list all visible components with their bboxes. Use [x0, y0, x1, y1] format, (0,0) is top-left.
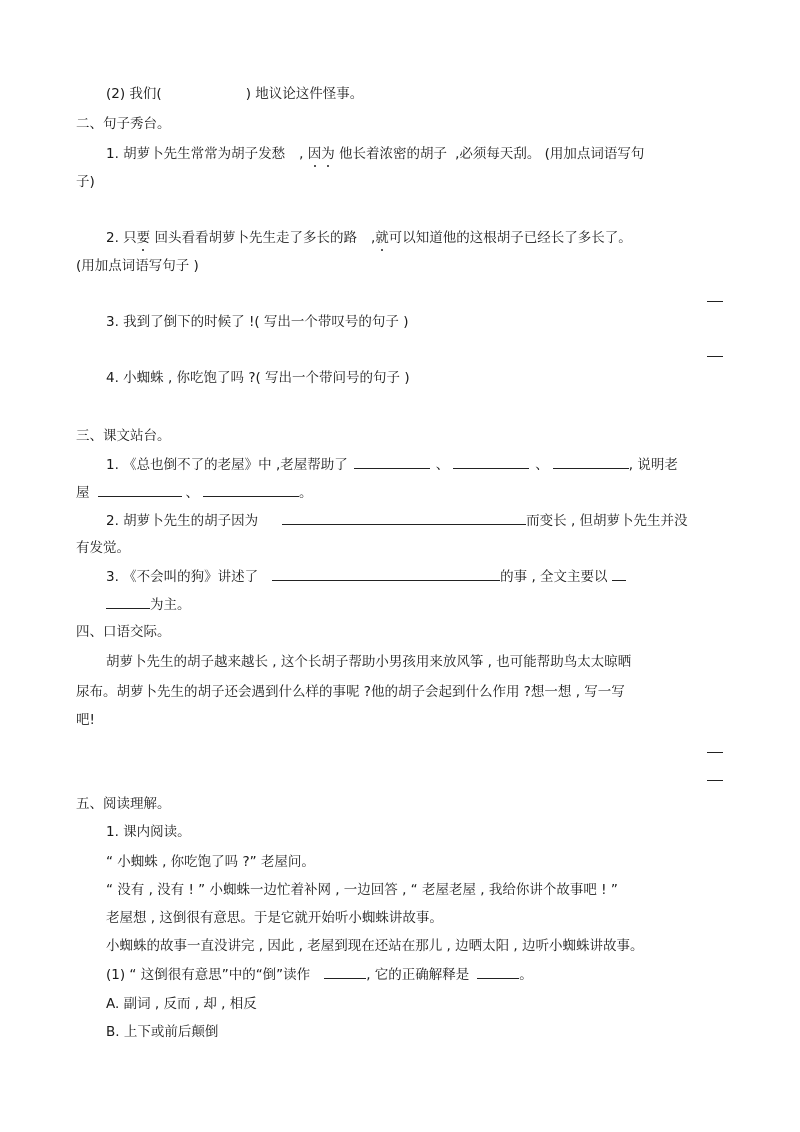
blank-3[interactable]: [553, 454, 629, 469]
s3-item2-text-a: 2. 胡萝卜先生的胡子因为: [106, 513, 259, 529]
section2-title: 二、句子秀台。: [76, 116, 171, 132]
s2-item2-text-d: 可以知道他的这根胡子已经长了多长了。: [388, 230, 632, 246]
s5-option-b: B. 上下或前后颠倒: [106, 1024, 219, 1040]
s3-item3-text-b: 的事 , 全文主要以: [500, 569, 608, 585]
s4-para-line2: 尿布。胡萝卜先生的胡子还会遇到什么样的事呢 ?他的胡子会起到什么作用 ?想一想 , 写一写: [76, 684, 625, 700]
s3-item3-line2: [106, 594, 191, 615]
sep-1: 、: [435, 457, 450, 473]
s3-item2-line1: [106, 510, 688, 531]
s2-item2-text-a: 2. 只: [106, 230, 137, 246]
s2-item2-line1: [106, 228, 632, 248]
sep-2: 、: [535, 457, 549, 473]
s5-q1-text-c: 。: [519, 967, 533, 983]
s2-item3: 3. 我到了倒下的时候了 !( 写出一个带叹号的句子 ): [106, 314, 409, 330]
dotted-char-yin: 因: [307, 146, 322, 162]
blank-8[interactable]: [612, 566, 626, 581]
q2-end: ) 地议论这件怪事。: [245, 86, 364, 102]
answer-line-3[interactable]: [707, 356, 723, 357]
s3-item1-text-c: 屋: [76, 485, 90, 501]
s5-line4: 小蜘蛛的故事一直没讲完 , 因此 , 老屋到现在还站在那儿 , 边晒太阳 , 边听小蜘蛛讲故事。: [106, 938, 644, 954]
s2-item2-comma: ,: [370, 230, 376, 246]
blank-7[interactable]: [272, 566, 500, 581]
section5-title: 五、阅读理解。: [76, 796, 171, 812]
s3-item3-text-a: 3. 《不会叫的狗》讲述了: [106, 569, 259, 585]
blank-2[interactable]: [453, 454, 529, 469]
s2-item1-line2: 子): [76, 174, 95, 190]
s3-item2-text-b: 而变长 , 但胡萝卜先生并没: [526, 513, 688, 529]
s3-item1-end: 。: [299, 485, 313, 501]
blank-6[interactable]: [282, 510, 526, 525]
s5-q1: [106, 964, 533, 985]
s2-item4: 4. 小蜘蛛 , 你吃饱了吗 ?( 写出一个带问号的句子 ): [106, 370, 410, 386]
blank-9[interactable]: [106, 594, 150, 609]
section3-title: 三、课文站台。: [76, 428, 171, 444]
s5-q1-text-b: , 它的正确解释是: [366, 967, 470, 983]
s2-item1-text-a: 1. 胡萝卜先生常常为胡子发愁: [106, 146, 286, 162]
s3-item1-text-b: , 说明老: [628, 457, 678, 473]
q2-line: [106, 84, 363, 104]
s3-item1-text-a: 1. 《总也倒不了的老屋》中 ,老屋帮助了: [106, 457, 348, 473]
s5-sub1: 1. 课内阅读。: [106, 824, 191, 840]
answer-line-4b[interactable]: [707, 780, 723, 781]
s3-item1-line1: [106, 454, 678, 475]
dotted-char-yao: 要: [136, 230, 151, 246]
s4-para-line1: 胡萝卜先生的胡子越来越长 , 这个长胡子帮助小男孩用来放风筝 , 也可能帮助鸟太太晾晒: [106, 654, 632, 670]
s3-item2-line2: 有发觉。: [76, 540, 130, 556]
s2-item1-line1: [106, 144, 644, 164]
blank-4[interactable]: [98, 482, 182, 497]
blank-10[interactable]: [324, 964, 366, 979]
s5-line3: 老屋想 , 这倒很有意思。于是它就开始听小蜘蛛讲故事。: [106, 910, 443, 926]
s5-option-a: A. 副词 , 反而 , 却 , 相反: [106, 996, 257, 1012]
blank-1[interactable]: [354, 454, 430, 469]
s2-item2-text-b: 回头看看胡萝卜先生走了多长的路: [150, 230, 357, 246]
s3-item3-line1: [106, 566, 626, 587]
s2-item1-comma: ,: [299, 146, 308, 162]
dotted-char-jiu: 就: [375, 230, 389, 246]
s2-item2-line2: (用加点词语写句子 ): [76, 258, 199, 274]
section4-title: 四、口语交际。: [76, 624, 171, 640]
s3-item1-line2: [76, 482, 313, 503]
answer-line-4a[interactable]: [707, 752, 723, 753]
blank-5[interactable]: [203, 482, 299, 497]
q2-start: (2) 我们(: [106, 86, 162, 102]
s5-q1-text-a: (1) “ 这倒很有意思”中的“倒”读作: [106, 967, 311, 983]
s2-item1-text-c: 他长着浓密的胡子: [334, 146, 448, 162]
blank-11[interactable]: [477, 964, 519, 979]
answer-line-2[interactable]: [707, 301, 723, 302]
s3-item3-text-c: 为主。: [150, 597, 191, 613]
s5-line1: “ 小蜘蛛 , 你吃饱了吗 ?” 老屋问。: [106, 854, 315, 870]
dotted-char-wei: 为: [321, 146, 335, 162]
s5-line2: “ 没有 , 没有 ! ” 小蜘蛛一边忙着补网 , 一边回答 , “ 老屋老屋 , 我给你讲个故事吧 ! ”: [106, 882, 618, 898]
sep-3: 、: [185, 485, 199, 501]
s2-item1-text-d: ,必须每天刮。 (用加点词语写句: [455, 146, 645, 162]
s4-para-line3: 吧!: [76, 712, 95, 728]
